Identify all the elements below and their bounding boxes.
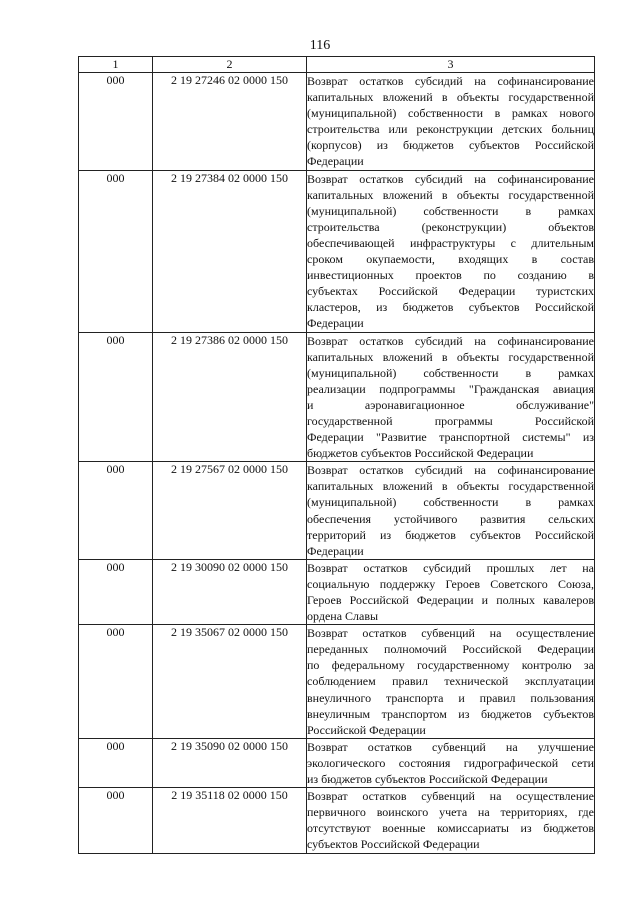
description-line: Российской Федерации: [307, 722, 426, 737]
classification-code-cell: 2 19 27567 02 0000 150: [153, 462, 307, 560]
description-line: бюджетов субъектов Российской Федерации: [307, 446, 534, 461]
description-line: Возврат остатков субвенций на осуществление: [307, 626, 594, 641]
description-line: Федерации: [307, 316, 364, 331]
admin-code-cell: 000: [79, 332, 153, 462]
description-line: переданных полномочий Российской Федерации: [307, 642, 594, 657]
description-line: (муниципальной) собственности в рамках: [307, 203, 594, 218]
description-line: внеуличного транспорта и правил пользования: [307, 690, 594, 705]
table-header-row: [79, 57, 595, 73]
column-header-1: 1: [79, 57, 153, 73]
description-line: ордена Славы: [307, 609, 379, 624]
description-line: соблюдением правил технической эксплуатации: [307, 674, 594, 689]
table-row: [79, 625, 595, 739]
description-line: из бюджетов субъектов Российской Федерации: [307, 772, 548, 787]
description-line: экологического состояния гидрографической сети: [307, 755, 594, 770]
column-header-2: 2: [153, 57, 307, 73]
admin-code-cell: 000: [79, 559, 153, 624]
description-line: сроком окупаемости, входящих в состав: [307, 252, 594, 267]
admin-code-cell: 000: [79, 170, 153, 332]
admin-code-cell: 000: [79, 738, 153, 787]
classification-code-cell: 2 19 27386 02 0000 150: [153, 332, 307, 462]
description-line: субъектов Российской Федерации: [307, 837, 480, 852]
description-line: обеспечивающей инфраструктуры с длительным: [307, 235, 594, 250]
description-line: капитальных вложений в объекты государственной: [307, 187, 594, 202]
description-line: Возврат остатков субсидий на софинансирование: [307, 333, 594, 348]
admin-code-cell: 000: [79, 462, 153, 560]
description-line: территорий из бюджетов субъектов Российской: [307, 527, 594, 542]
classification-code-cell: 2 19 35090 02 0000 150: [153, 738, 307, 787]
admin-code-cell: 000: [79, 788, 153, 853]
description-cell: [307, 170, 595, 332]
description-line: субъектах Российской Федерации туристских: [307, 284, 594, 299]
description-cell: [307, 462, 595, 560]
description-line: государственной программы Российской: [307, 413, 594, 428]
table-row: [79, 170, 595, 332]
description-cell: [307, 625, 595, 739]
table-row: [79, 462, 595, 560]
description-line: социальную поддержку Героев Советского Союза,: [307, 576, 594, 591]
description-cell: [307, 738, 595, 787]
table-row: [79, 738, 595, 787]
description-line: строительства (реконструкции) объектов: [307, 219, 594, 234]
classification-code-cell: 2 19 35067 02 0000 150: [153, 625, 307, 739]
table-row: [79, 559, 595, 624]
table-row: [79, 332, 595, 462]
description-line: первичного воинского учета на территориях, где: [307, 805, 594, 820]
description-line: Федерации: [307, 154, 364, 169]
classification-code-cell: 2 19 30090 02 0000 150: [153, 559, 307, 624]
description-cell: [307, 559, 595, 624]
description-line: Возврат остатков субсидий прошлых лет на: [307, 560, 594, 575]
description-line: обеспечения устойчивого развития сельских: [307, 511, 594, 526]
description-line: внеуличным транспортом из бюджетов субъектов: [307, 706, 594, 721]
classification-code-cell: 2 19 27246 02 0000 150: [153, 73, 307, 171]
description-line: капитальных вложений в объекты государственной: [307, 479, 594, 494]
classification-code-cell: 2 19 27384 02 0000 150: [153, 170, 307, 332]
description-line: строительства или реконструкции детских больниц: [307, 122, 594, 137]
description-line: капитальных вложений в объекты государственной: [307, 349, 594, 364]
admin-code-cell: 000: [79, 73, 153, 171]
description-cell: [307, 73, 595, 171]
description-line: Возврат остатков субвенций на осуществление: [307, 789, 594, 804]
description-line: (муниципальной) собственности в рамках: [307, 365, 594, 380]
description-cell: [307, 332, 595, 462]
page-number: 116: [309, 38, 331, 53]
description-line: и аэронавигационное обслуживание": [307, 397, 594, 412]
description-line: капитальных вложений в объекты государственной: [307, 90, 594, 105]
admin-code-cell: 000: [79, 625, 153, 739]
description-line: Возврат остатков субвенций на улучшение: [307, 739, 594, 754]
classification-code-cell: 2 19 35118 02 0000 150: [153, 788, 307, 853]
description-line: Возврат остатков субсидий на софинансирование: [307, 74, 594, 88]
description-line: (муниципальной) собственности в рамках: [307, 495, 594, 510]
description-line: по федеральному государственному контролю за: [307, 658, 594, 673]
description-line: инвестиционных проектов по созданию в: [307, 268, 594, 283]
description-line: Федерации: [307, 543, 364, 558]
description-line: Возврат остатков субсидий на софинансирование: [307, 463, 594, 478]
description-line: (корпусов) из бюджетов субъектов Российской: [307, 138, 594, 153]
column-header-3: 3: [307, 57, 595, 73]
description-line: кластеров, из бюджетов субъектов Российской: [307, 300, 594, 315]
table-row: [79, 73, 595, 171]
description-line: отсутствуют военные комиссариаты из бюджетов: [307, 821, 594, 836]
description-line: (муниципальной) собственности в рамках нового: [307, 106, 594, 121]
description-line: Возврат остатков субсидий на софинансирование: [307, 171, 594, 186]
table-row: [79, 788, 595, 853]
description-line: реализации подпрограммы "Гражданская авиация: [307, 381, 594, 396]
description-line: Федерации "Развитие транспортной системы" из: [307, 430, 594, 445]
budget-classification-table: [78, 56, 595, 854]
description-line: Героев Российской Федерации и полных кавалеров: [307, 593, 594, 607]
description-cell: [307, 788, 595, 853]
